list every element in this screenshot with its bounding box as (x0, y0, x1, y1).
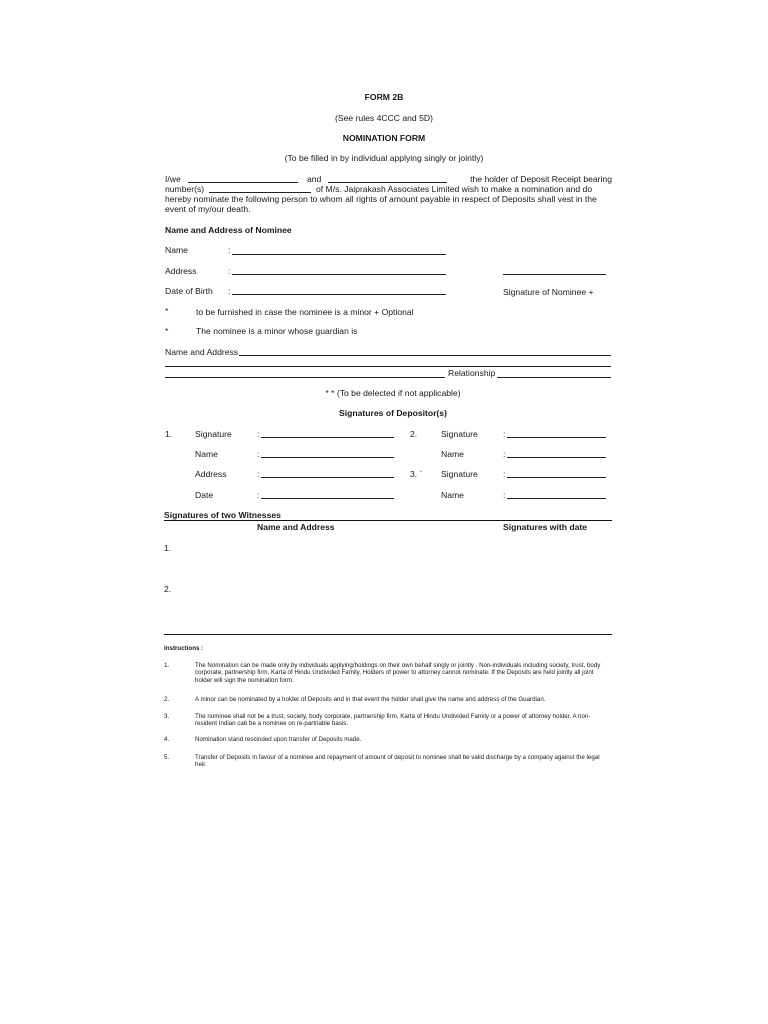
intro-line-3: hereby nominate the following person to whom all rights of amount payable in respect of Deposits shall vest in the (165, 194, 597, 204)
colon: : (257, 429, 260, 439)
colon: : (257, 469, 260, 479)
depositor-1-name-label: Name (195, 449, 218, 459)
depositor-1-address-label: Address (195, 469, 227, 479)
depositor-1-number: 1. (165, 429, 173, 439)
guardian-note: The nominee is a minor whose guardian is (196, 326, 358, 336)
colon: : (503, 490, 506, 500)
asterisk-marker: * (165, 306, 169, 316)
witness-2-number: 2. (164, 584, 172, 594)
depositor-3-signature-label: Signature (441, 469, 478, 479)
nominee-address-field[interactable] (232, 274, 446, 275)
intro-number: number(s) (165, 184, 205, 194)
colon: : (257, 449, 260, 459)
depositor-3-signature-field[interactable] (507, 477, 606, 478)
depositor-1-name-field[interactable] (261, 457, 394, 458)
depositor-1-signature-field[interactable] (261, 437, 394, 438)
nominee-name-field[interactable] (232, 254, 446, 255)
rules-reference: (See rules 4CCC and 5D) (335, 113, 433, 123)
witness-name-address-column: Name and Address (257, 522, 335, 532)
depositor-1-date-label: Date (195, 490, 214, 500)
relationship-field[interactable] (497, 377, 611, 378)
colon: : (503, 449, 506, 459)
witness-1-number: 1. (164, 543, 172, 553)
depositor-3-name-field[interactable] (507, 498, 606, 499)
colon: : (228, 286, 231, 296)
colon: : (228, 266, 231, 276)
guardian-name-address-field[interactable] (239, 355, 611, 356)
instructions-divider (164, 634, 612, 635)
guardian-name-address-label: Name and Address (165, 347, 239, 357)
depositor-2-name-label: Name (441, 449, 464, 459)
instruction-3-text: The nominee shall not be a trust, society, body corporate, partnership firm, Karta of Hindu Undivided Family or a power of attorney holder. A non-resident Indian cab be a nominee on re-partriable basis. (195, 713, 591, 728)
nominee-address-label: Address (165, 266, 197, 276)
colon: : (503, 469, 506, 479)
colon: : (503, 429, 506, 439)
instruction-5-text: Transfer of Deposits in favour of a nominee and repayment of amount of deposit to nominee shall be valid discharge by a company against the legal heir. (195, 754, 600, 769)
minor-note: to be furnished in case the nominee is a minor + Optional (196, 307, 414, 317)
asterisk-marker: * (165, 326, 169, 336)
instructions-heading: Instructions : (164, 645, 204, 652)
depositor-name-line-2[interactable] (328, 182, 447, 183)
nominee-signature-label: Signature of Nominee + (503, 287, 594, 297)
depositor-2-signature-label: Signature (441, 429, 478, 439)
delete-note: * * (To be delected if not applicable) (325, 388, 461, 398)
nominee-dob-field[interactable] (232, 294, 446, 295)
instruction-3-number: 3. (164, 713, 170, 720)
depositor-1-date-field[interactable] (261, 498, 394, 499)
nominee-signature-field[interactable] (503, 274, 606, 275)
intro-and: and (307, 174, 322, 184)
depositor-3-name-label: Name (441, 490, 464, 500)
instruction-2-number: 2. (164, 696, 170, 703)
colon: : (228, 245, 231, 255)
guardian-address-line-3[interactable] (165, 377, 445, 378)
guardian-address-line-2[interactable] (165, 366, 611, 367)
instruction-4-text: Nomination stand rescinded upon transfer of Deposits made. (195, 736, 362, 743)
witnesses-heading: Signatures of two Witnesses (164, 510, 281, 520)
form-number: FORM 2B (364, 92, 404, 102)
intro-line-1-tail: the holder of Deposit Receipt bearing (470, 174, 612, 184)
witnesses-divider (164, 520, 612, 521)
depositor-1-signature-label: Signature (195, 429, 232, 439)
depositor-3-number: 3. ` (410, 469, 423, 479)
relationship-label: Relationship (448, 368, 496, 378)
instruction-4-number: 4. (164, 736, 170, 743)
form-title: NOMINATION FORM (342, 133, 426, 143)
depositor-name-line-1[interactable] (188, 182, 298, 183)
depositor-1-address-field[interactable] (261, 477, 394, 478)
instruction-2-text: A minor can be nominated by a holder of Deposits and in that event the holder shall give the name and address of the Guardian. (195, 696, 546, 703)
intro-line-2-tail: of M/s. Jaiprakash Associates Limited wish to make a nomination and do (316, 184, 593, 194)
witness-signature-column: Signatures with date (503, 522, 588, 532)
instruction-5-number: 5. (164, 754, 170, 761)
depositor-2-name-field[interactable] (507, 457, 606, 458)
depositor-2-number: 2. (410, 429, 418, 439)
colon: : (257, 490, 260, 500)
nominee-heading: Name and Address of Nominee (165, 225, 292, 235)
nominee-dob-label: Date of Birth (165, 286, 213, 296)
form-subtitle: (To be filled in by individual applying singly or jointly) (284, 153, 484, 163)
deposit-receipt-number-line[interactable] (209, 192, 311, 193)
instruction-1-number: 1. (164, 662, 170, 669)
nominee-name-label: Name (165, 245, 188, 255)
intro-iwe: I/we (165, 174, 181, 184)
depositor-2-signature-field[interactable] (507, 437, 606, 438)
depositors-heading: Signatures of Depositor(s) (339, 408, 447, 418)
intro-line-4: event of my/our death. (165, 204, 251, 214)
instruction-1-text: The Nomination can be made only by individuals applying/holdings on their own behalf singly or jointly . Non-individuals including society, trust, body corporate, partnership firm, Karta of Hindu Undivided Family, Holders of power to attorney cannot nominate. If the Deposits are held jointly all joint holder will sign the nomination form. (195, 662, 601, 684)
